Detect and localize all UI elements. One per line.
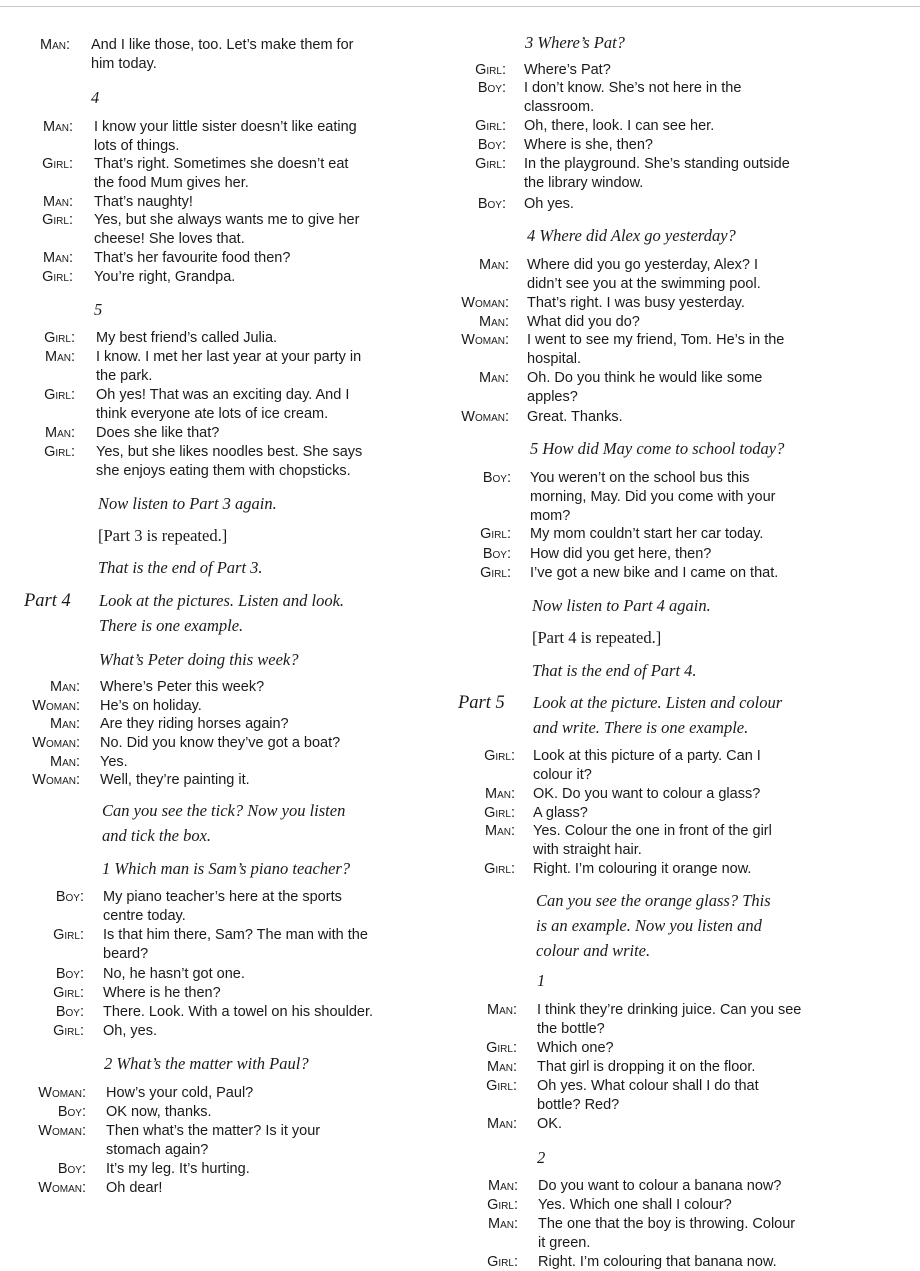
- dialogue-line: You weren’t on the school bus this: [530, 470, 750, 486]
- instruction-heading: Look at the pictures. Listen and look.: [99, 591, 345, 610]
- dialogue-line: I went to see my friend, Tom. He’s in the: [527, 332, 785, 348]
- dialogue-line: And I like those, too. Let’s make them for: [91, 37, 354, 53]
- dialogue-line: Oh. Do you think he would like some: [527, 370, 763, 386]
- dialogue-line: the library window.: [524, 174, 644, 191]
- instruction-heading: and tick the box.: [102, 826, 212, 845]
- speaker-label: Man:: [43, 119, 73, 135]
- dialogue-line: the food Mum gives her.: [94, 174, 249, 191]
- speaker-label: Girl:: [484, 805, 515, 821]
- dialogue-line: OK. Do you want to colour a glass?: [533, 786, 761, 802]
- dialogue-line: Look at this picture of a party. Can I: [533, 748, 761, 764]
- instruction-heading: Now listen to Part 3 again.: [98, 494, 277, 513]
- speaker-label: Man:: [485, 786, 515, 802]
- dialogue-line: I know. I met her last year at your party in: [96, 349, 362, 365]
- dialogue-line: Where did you go yesterday, Alex? I: [527, 257, 759, 273]
- dialogue-line: You’re right, Grandpa.: [94, 269, 236, 285]
- speaker-label: Woman:: [461, 409, 509, 425]
- instruction-heading: Can you see the orange glass? This: [536, 891, 771, 910]
- speaker-label: Girl:: [53, 927, 84, 943]
- dialogue-line: apples?: [527, 388, 578, 405]
- part-label: Part 4: [24, 591, 71, 611]
- dialogue-line: Yes, but she likes noodles best. She says: [96, 444, 363, 460]
- speaker-label: Man:: [487, 1002, 517, 1018]
- dialogue-line: Yes.: [100, 754, 128, 770]
- speaker-label: Man:: [45, 349, 75, 365]
- instruction-heading: 3 Where’s Pat?: [525, 33, 625, 52]
- instruction-heading: 5 How did May come to school today?: [530, 439, 785, 458]
- instruction-heading: 2 What’s the matter with Paul?: [104, 1054, 309, 1073]
- dialogue-line: Right. I’m colouring that banana now.: [538, 1254, 777, 1270]
- speaker-label: Boy:: [55, 1004, 84, 1020]
- dialogue-line: That’s right. I was busy yesterday.: [527, 295, 745, 311]
- instruction-heading: and write. There is one example.: [533, 718, 749, 737]
- instruction-heading: 4 Where did Alex go yesterday?: [527, 226, 736, 245]
- speaker-label: Girl:: [484, 861, 515, 877]
- speaker-label: Girl:: [480, 526, 511, 542]
- speaker-label: Girl:: [42, 212, 73, 228]
- dialogue-line: No. Did you know they’ve got a boat?: [100, 735, 341, 751]
- dialogue-line: Yes, but she always wants me to give her: [94, 212, 360, 228]
- dialogue-line: Great. Thanks.: [527, 409, 623, 425]
- dialogue-line: Where is he then?: [103, 985, 221, 1001]
- instruction-heading: Can you see the tick? Now you listen: [102, 801, 346, 820]
- speaker-label: Girl:: [475, 62, 506, 78]
- dialogue-line: cheese! She loves that.: [94, 230, 245, 247]
- instruction-heading: is an example. Now you listen and: [536, 916, 762, 935]
- dialogue-line: Yes. Colour the one in front of the girl: [533, 823, 772, 839]
- speaker-label: Woman:: [32, 698, 80, 714]
- speaker-label: Boy:: [57, 1161, 86, 1177]
- dialogue-line: Oh, yes.: [103, 1023, 157, 1039]
- dialogue-line: The one that the boy is throwing. Colour: [538, 1216, 796, 1232]
- dialogue-line: I think they’re drinking juice. Can you see: [537, 1002, 802, 1018]
- dialogue-line: Right. I’m colouring it orange now.: [533, 861, 752, 877]
- dialogue-line: she enjoys eating them with chopsticks.: [96, 462, 351, 479]
- speaker-label: Man:: [488, 1178, 518, 1194]
- dialogue-line: Oh dear!: [106, 1180, 163, 1196]
- speaker-label: Girl:: [53, 985, 84, 1001]
- speaker-label: Girl:: [475, 118, 506, 134]
- instruction-heading: That is the end of Part 4.: [532, 661, 697, 680]
- instruction-heading: Now listen to Part 4 again.: [532, 596, 711, 615]
- speaker-label: Man:: [479, 314, 509, 330]
- speaker-label: Girl:: [44, 444, 75, 460]
- speaker-label: Woman:: [38, 1123, 86, 1139]
- speaker-label: Boy:: [477, 196, 506, 212]
- dialogue-line: colour it?: [533, 766, 592, 783]
- dialogue-line: What did you do?: [527, 314, 640, 330]
- dialogue-line: That’s naughty!: [94, 194, 193, 210]
- speaker-label: Girl:: [480, 565, 511, 581]
- stage-direction: [Part 3 is repeated.]: [98, 526, 228, 545]
- speaker-label: Man:: [50, 754, 80, 770]
- dialogue-line: the park.: [96, 367, 153, 384]
- dialogue-line: Oh yes.: [524, 196, 574, 212]
- dialogue-line: No, he hasn’t got one.: [103, 966, 245, 982]
- speaker-label: Boy:: [477, 137, 506, 153]
- speaker-label: Woman:: [32, 735, 80, 751]
- dialogue-line: him today.: [91, 55, 157, 72]
- dialogue-line: Where is she, then?: [524, 137, 653, 153]
- speaker-label: Man:: [479, 257, 509, 273]
- speaker-label: Boy:: [477, 80, 506, 96]
- speaker-label: Girl:: [486, 1040, 517, 1056]
- dialogue-line: centre today.: [103, 907, 186, 924]
- dialogue-line: morning, May. Did you come with your: [530, 488, 776, 505]
- speaker-label: Woman:: [461, 295, 509, 311]
- dialogue-line: lots of things.: [94, 137, 180, 154]
- speaker-label: Boy:: [55, 889, 84, 905]
- dialogue-line: Well, they’re painting it.: [100, 772, 250, 788]
- instruction-heading: 1: [537, 971, 546, 990]
- instruction-heading: 2: [537, 1148, 546, 1167]
- dialogue-line: Is that him there, Sam? The man with the: [103, 927, 368, 943]
- speaker-label: Girl:: [42, 156, 73, 172]
- dialogue-line: Which one?: [537, 1040, 614, 1056]
- speaker-label: Girl:: [486, 1078, 517, 1094]
- dialogue-line: How’s your cold, Paul?: [106, 1085, 254, 1101]
- instruction-heading: Look at the picture. Listen and colour: [533, 693, 783, 712]
- dialogue-line: Where’s Peter this week?: [100, 679, 265, 695]
- dialogue-line: Oh yes. What colour shall I do that: [537, 1078, 759, 1094]
- dialogue-line: Yes. Which one shall I colour?: [538, 1197, 732, 1213]
- dialogue-line: Oh, there, look. I can see her.: [524, 118, 715, 134]
- dialogue-line: In the playground. She’s standing outside: [524, 156, 790, 172]
- speaker-label: Boy:: [482, 470, 511, 486]
- speaker-label: Man:: [50, 716, 80, 732]
- speaker-label: Man:: [488, 1216, 518, 1232]
- speaker-label: Girl:: [44, 387, 75, 403]
- instruction-heading: That is the end of Part 3.: [98, 558, 263, 577]
- speaker-label: Girl:: [487, 1197, 518, 1213]
- dialogue-line: My mom couldn’t start her car today.: [530, 526, 764, 542]
- speaker-label: Woman:: [38, 1085, 86, 1101]
- speaker-label: Man:: [487, 1059, 517, 1075]
- dialogue-line: How did you get here, then?: [530, 546, 712, 562]
- speaker-label: Man:: [50, 679, 80, 695]
- dialogue-line: with straight hair.: [533, 841, 642, 858]
- instruction-heading: 5: [94, 300, 103, 319]
- dialogue-line: it green.: [538, 1234, 591, 1251]
- dialogue-line: OK.: [537, 1116, 562, 1132]
- instruction-heading: There is one example.: [99, 616, 244, 635]
- instruction-heading: 4: [91, 88, 100, 107]
- speaker-label: Man:: [45, 425, 75, 441]
- dialogue-line: My best friend’s called Julia.: [96, 330, 278, 346]
- instruction-heading: What’s Peter doing this week?: [99, 650, 299, 669]
- dialogue-line: That girl is dropping it on the floor.: [537, 1059, 756, 1075]
- speaker-label: Woman:: [32, 772, 80, 788]
- speaker-label: Girl:: [475, 156, 506, 172]
- dialogue-line: Oh yes! That was an exciting day. And I: [96, 387, 350, 403]
- dialogue-line: the bottle?: [537, 1020, 605, 1037]
- speaker-label: Girl:: [44, 330, 75, 346]
- dialogue-line: hospital.: [527, 350, 582, 367]
- dialogue-line: That’s her favourite food then?: [94, 250, 291, 266]
- speaker-label: Man:: [485, 823, 515, 839]
- dialogue-line: I don’t know. She’s not here in the: [524, 80, 742, 96]
- speaker-label: Girl:: [484, 748, 515, 764]
- speaker-label: Girl:: [42, 269, 73, 285]
- speaker-label: Woman:: [461, 332, 509, 348]
- dialogue-line: It’s my leg. It’s hurting.: [106, 1161, 250, 1177]
- part-label: Part 5: [458, 693, 505, 713]
- dialogue-line: That’s right. Sometimes she doesn’t eat: [94, 156, 349, 172]
- speaker-label: Man:: [43, 250, 73, 266]
- speaker-label: Girl:: [53, 1023, 84, 1039]
- dialogue-line: Then what’s the matter? Is it your: [106, 1123, 321, 1139]
- dialogue-line: I’ve got a new bike and I came on that.: [530, 565, 779, 581]
- dialogue-line: didn’t see you at the swimming pool.: [527, 275, 761, 292]
- dialogue-line: Are they riding horses again?: [100, 716, 289, 732]
- dialogue-line: He’s on holiday.: [100, 698, 202, 714]
- dialogue-line: beard?: [103, 945, 149, 962]
- dialogue-line: classroom.: [524, 98, 595, 115]
- speaker-label: Man:: [487, 1116, 517, 1132]
- speaker-label: Boy:: [482, 546, 511, 562]
- instruction-heading: 1 Which man is Sam’s piano teacher?: [102, 859, 351, 878]
- dialogue-line: stomach again?: [106, 1141, 209, 1158]
- dialogue-line: think everyone ate lots of ice cream.: [96, 405, 329, 422]
- dialogue-line: bottle? Red?: [537, 1096, 620, 1113]
- speaker-label: Man:: [43, 194, 73, 210]
- dialogue-line: Where’s Pat?: [524, 62, 611, 78]
- dialogue-line: OK now, thanks.: [106, 1104, 212, 1120]
- speaker-label: Woman:: [38, 1180, 86, 1196]
- speaker-label: Man:: [479, 370, 509, 386]
- dialogue-line: There. Look. With a towel on his shoulder.: [103, 1004, 374, 1020]
- speaker-label: Girl:: [487, 1254, 518, 1270]
- stage-direction: [Part 4 is repeated.]: [532, 628, 662, 647]
- dialogue-line: mom?: [530, 507, 571, 524]
- speaker-label: Boy:: [57, 1104, 86, 1120]
- speaker-label: Man:: [40, 37, 70, 53]
- dialogue-line: I know your little sister doesn’t like eating: [94, 119, 357, 135]
- dialogue-line: Does she like that?: [96, 425, 220, 441]
- dialogue-line: Do you want to colour a banana now?: [538, 1178, 782, 1194]
- speaker-label: Boy:: [55, 966, 84, 982]
- dialogue-line: A glass?: [533, 805, 588, 821]
- dialogue-line: My piano teacher’s here at the sports: [103, 889, 342, 905]
- instruction-heading: colour and write.: [536, 941, 651, 960]
